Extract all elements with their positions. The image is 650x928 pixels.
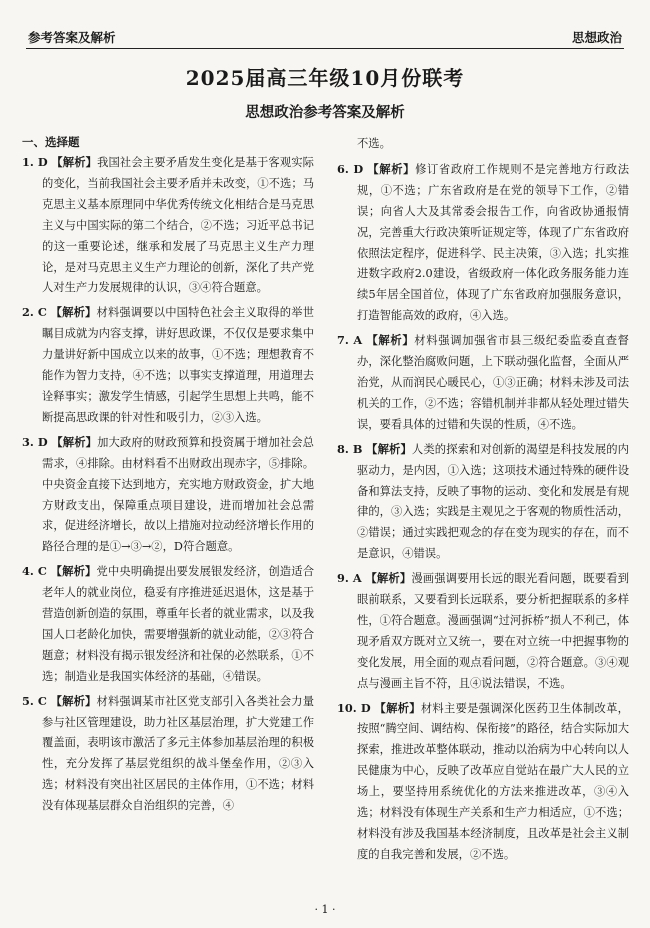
analysis-tag: 【解析】 <box>365 571 412 586</box>
answer-item <box>22 152 314 299</box>
analysis-tag: 【解析】 <box>51 155 98 169</box>
analysis-text: 修订省政府工作规则不是完善地方行政法规，①不选；广东省政府是在党的领导下工作，②错误；向省人大及其常委会报告工作，向省政协通报情况，完善重大行政决策听证规定等，体现了广东省政府依照法定程序，促进科学、民主决策，③入选；扎实推进数字政府2.0建设，省级政府一体化政务服务能力连续5年居全国首位，体现了广东省政府加强服务意识，打造智能高效的政府，④入选。 <box>357 162 629 323</box>
answer-item <box>22 432 314 558</box>
answer-item <box>337 330 629 436</box>
analysis-text: 材料强调某市社区党支部引入各类社会力量参与社区管理建设，助力社区基层治理，扩大党建工作覆盖面，表明该市激活了多元主体参加基层治理的积极性，充分发挥了基层党组织的战斗堡垒作用，②③入选；材料没有突出社区居民的主体作用，①不选；材料没有体现基层群众自治组织的完善，④ <box>42 694 314 813</box>
answer-number: 3. D <box>22 434 48 449</box>
answer-number: 8. B <box>337 441 363 456</box>
answer-item <box>337 698 629 866</box>
answer-number: 6. D <box>337 161 364 176</box>
answer-item <box>22 561 314 687</box>
answer-item <box>22 302 314 428</box>
left-column <box>22 134 314 820</box>
analysis-text: 我国社会主要矛盾发生变化是基于客观实际的变化，当前我国社会主要矛盾并未改变，①不选；马克思主义基本原理同中华优秀传统文化相结合是马克思主义与中国实际的第二个结合，②不选；习近平总书记的这一重要论述，继承和发展了马克思主义生产力理论，是对马克思主义生产力理论的创新，深化了共产党人对生产力发展规律的认识，③④符合题意。 <box>42 156 314 295</box>
analysis-tag: 【解析】 <box>366 441 412 456</box>
analysis-tag: 【解析】 <box>50 693 97 708</box>
answer-item <box>337 439 629 565</box>
analysis-tag: 【解析】 <box>374 700 421 715</box>
answer-number: 2. C <box>22 305 47 320</box>
right-column <box>337 134 629 869</box>
analysis-text: 材料强调要以中国特色社会主义取得的举世瞩目成就为内容支撑，讲好思政课，不仅仅是要求集中力量讲好新中国成立以来的故事，①不选；理想教育不能作为智力支持，④不选；以事实支撑道理，用道理去诠释事实；激发学生情感，引起学生思想上共鸣，能不断提高思政课的针对性和吸引力，②③入选。 <box>42 306 314 424</box>
header-right-text: 思想政治 <box>571 30 622 45</box>
answer-number: 1. D <box>22 155 48 169</box>
analysis-tag: 【解析】 <box>51 434 98 449</box>
analysis-tag: 【解析】 <box>50 305 97 320</box>
running-header <box>26 24 624 49</box>
answer-item <box>22 691 314 817</box>
analysis-text: 漫画强调要用长远的眼光看问题，既要看到眼前联系，又要看到长远联系，要分析把握联系的多样性，①符合题意。漫画强调“过河拆桥”损人不利己，体现矛盾双方既对立又统一，要在对立统一中把握事物的变化发展，用全面的观点看问题，②符合题意。③④观点与漫画主旨不符，且④说法错误，不选。 <box>357 572 629 690</box>
answer-number: 9. A <box>337 571 362 586</box>
page-title: 2025届高三年级10月份联考 <box>185 66 465 90</box>
answer-number: 5. C <box>22 693 47 708</box>
header-left-text: 参考答案及解析 <box>28 30 116 45</box>
page-subtitle: 思想政治参考答案及解析 <box>245 104 405 121</box>
section-heading: 一、选择题 <box>22 135 80 149</box>
analysis-text: 材料主要是强调深化医药卫生体制改革，按照“腾空间、调结构、保衔接”的路径，结合实际加大探索，推进改革整体联动，推动以治病为中心转向以人民健康为中心，反映了改革应自觉站在最广大人民的立场上，要坚持用系统优化的方法来推进改革，③④入选；材料没有体现生产关系和生产力相适应，①不选；材料没有涉及我国基本经济制度，且改革是社会主义制度的自我完善和发展，②不选。 <box>357 701 629 861</box>
answer-number: 7. A <box>337 333 363 348</box>
page-number: · 1 · <box>314 903 336 916</box>
answer-item <box>337 568 629 694</box>
continuation-text: 不选。 <box>357 137 391 150</box>
answer-number: 4. C <box>22 564 47 579</box>
analysis-tag: 【解析】 <box>366 333 415 348</box>
answer-item <box>337 159 629 327</box>
analysis-text: 材料强调加强省市县三级纪委监委直查督办，深化整治腐败问题，上下联动强化监督，全面从严治党，从而润民心暖民心，①③正确；材料未涉及司法机关的工作，②不选；容错机制并非都从轻处理过错失误，要看具体的过错和失误的性质，④不选。 <box>357 334 629 431</box>
analysis-tag: 【解析】 <box>367 161 416 176</box>
analysis-tag: 【解析】 <box>50 564 97 579</box>
analysis-text: 人类的探索和对创新的渴望是科技发展的内驱动力，是内因，①入选；这项技术通过特殊的硬件设备和算法支持，反映了事物的运动、变化和发展是有规律的，③入选；实践是主观见之于客观的物质性活动，②错误；通过实践把观念的存在变为现实的存在，而不是意识，④错误。 <box>357 442 629 561</box>
analysis-text: 党中央明确提出要发展银发经济，创造适合老年人的就业岗位，稳妥有序推进延迟退休，这是基于营造创新创造的氛围，尊重年长者的就业需求，以及我国人口老龄化加快，需要增强新的就业动能，②③符合题意；材料没有揭示银发经济和社保的必然联系，①不选；制造业是我国实体经济的基础，④错误。 <box>42 565 314 683</box>
answer-number: 10. D <box>337 700 371 715</box>
analysis-text: 加大政府的财政预算和投资属于增加社会总需求，④排除。由材料看不出财政出现赤字，⑤排除。中央资金直接下达到地方，充实地方财政资金，扩大地方财政支出，保障重点项目建设，进而增加社会总需求，促进经济增长，故以上措施对拉动经济增长作用的路径合理的是①→③→②，D符合题意。 <box>42 435 314 554</box>
